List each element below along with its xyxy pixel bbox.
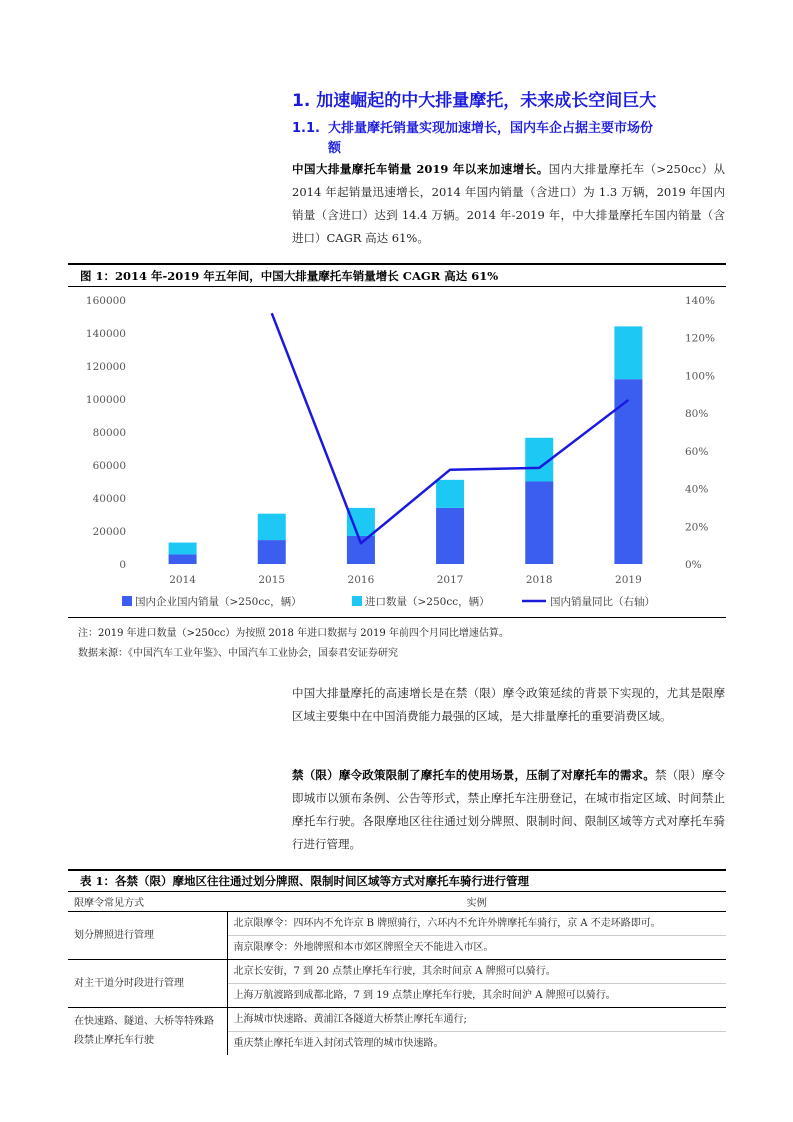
x-tick-label: 2017 [436, 574, 464, 586]
bar-domestic [436, 508, 464, 564]
figure-title: 图 1：2014 年-2019 年五年间，中国大排量摩托车销量增长 CAGR 高达 61% [68, 263, 726, 287]
bar-import [614, 326, 642, 379]
table-row [68, 911, 726, 935]
bar-import [347, 508, 375, 536]
legend-label-import: 进口数量（>250cc，辆） [365, 596, 490, 608]
bar-domestic [169, 554, 197, 564]
subsection-heading [292, 119, 732, 159]
table-cell-method: 对主干道分时段进行管理 [68, 959, 227, 1007]
y-tick-label: 120000 [85, 361, 126, 373]
paragraph-body: 中国大排量摩托的高速增长是在禁（限）摩令政策延续的背景下实现的，尤其是限摩区域主要集中在中国消费能力最强的区域，是大排量摩托的重要消费区域。 [292, 686, 725, 723]
x-tick-label: 2018 [525, 574, 553, 586]
table-cell-example: 南京限摩令：外地牌照和本市郊区牌照全天不能进入市区。 [227, 935, 726, 959]
table-title: 表 1：各禁（限）摩地区往往通过划分牌照、限制时间区域等方式对摩托车骑行进行管理 [68, 869, 726, 892]
legend-swatch-domestic [122, 596, 132, 606]
subsection-title-line2: 额 [328, 141, 342, 156]
figure-source: 数据来源：《中国汽车工业年鉴》、中国汽车工业协会，国泰君安证券研究 [78, 648, 398, 659]
table-cell-example: 重庆禁止摩托车进入封闭式管理的城市快速路。 [233, 1037, 444, 1049]
legend-label-domestic: 国内企业国内销量（>250cc，辆） [135, 596, 302, 608]
chart-legend [122, 595, 655, 608]
bar-domestic [525, 482, 553, 565]
subsection-title-line1: 大排量摩托销量实现加速增长，国内车企占据主要市场份 [328, 121, 654, 136]
table-cell-example: 上海万航渡路到成都北路，7 到 19 点禁止摩托车行驶，其余时间沪 A 牌照可以骑行。 [227, 983, 726, 1007]
sales-chart [68, 288, 726, 616]
x-tick-label: 2016 [347, 574, 375, 586]
y-tick-label: 80000 [92, 427, 126, 439]
y2-tick-label: 0% [685, 559, 702, 571]
section-heading: 1. 加速崛起的中大排量摩托，未来成长空间巨大 [292, 91, 657, 111]
table-header-row [68, 892, 726, 911]
y2-tick-label: 80% [685, 408, 709, 421]
table-cell-method: 在快速路、隧道、大桥等特殊路段禁止摩托车行驶 [68, 1007, 227, 1055]
legend-swatch-import [352, 596, 362, 606]
y-tick-label: 0 [119, 559, 126, 571]
bar-domestic [258, 540, 286, 564]
table-cell-example: 北京长安街，7 到 20 点禁止摩托车行驶，其余时间京 A 牌照可以骑行。 [227, 959, 726, 983]
table-cell-method: 划分牌照进行管理 [68, 911, 227, 959]
y-tick-label: 100000 [85, 394, 126, 406]
paragraph-policy-background [292, 682, 725, 728]
paragraph-lead: 禁（限）摩令政策限制了摩托车的使用场景，压制了对摩托车的需求。 [292, 768, 655, 782]
restriction-table [68, 892, 726, 1055]
x-tick-label: 2014 [169, 574, 196, 586]
figure-divider [68, 617, 726, 618]
y-tick-label: 60000 [92, 460, 126, 472]
y2-tick-label: 100% [685, 370, 716, 383]
y2-tick-label: 60% [685, 445, 709, 458]
y-tick-label: 140000 [85, 328, 126, 340]
paragraph-policy-restriction [292, 764, 725, 856]
y-tick-label: 20000 [92, 526, 126, 538]
table-row [68, 959, 726, 983]
paragraph-body: 国内大排量摩托车（>250cc）从 2014 年起销量迅速增长，2014 年国内销量（含进口）为 1.3 万辆，2019 年国内销量（含进口）达到 14.4 万辆。2014 年-2019 年，中大排量摩托车国内销量（含进口）CAGR 高达 61%。 [292, 162, 725, 245]
paragraph-sales-growth [292, 158, 725, 250]
x-tick-label: 2015 [258, 574, 286, 586]
subsection-number: 1.1. [292, 121, 320, 136]
paragraph-lead: 中国大排量摩托车销量 2019 年以来加速增长。 [292, 162, 549, 176]
table-cell-example: 上海城市快速路、黄浦江各隧道大桥禁止摩托车通行; [227, 1007, 726, 1031]
y-tick-label: 40000 [92, 493, 126, 505]
x-tick-label: 2019 [615, 574, 642, 586]
bar-import [258, 514, 286, 540]
bar-import [436, 480, 464, 508]
bar-import [169, 543, 197, 555]
table-row [68, 1007, 726, 1031]
legend-label-yoy: 国内销量同比（右轴） [550, 596, 655, 608]
figure-note: 注：2019 年进口数量（>250cc）为按照 2018 年进口数据与 2019 年前四个月同比增速估算。 [78, 628, 509, 639]
y2-tick-label: 20% [685, 521, 709, 534]
y2-tick-label: 140% [685, 295, 716, 307]
y-tick-label: 160000 [85, 295, 126, 307]
y2-tick-label: 120% [685, 332, 716, 345]
y2-tick-label: 40% [685, 483, 709, 496]
paragraph-body: 禁（限）摩令即城市以颁布条例、公告等形式，禁止摩托车注册登记，在城市指定区域、时间禁止摩托车行驶。各限摩地区往往通过划分牌照、限制时间、限制区域等方式对摩托车骑行进行管理。 [292, 768, 726, 851]
table-cell-example: 北京限摩令：四环内不允许京 B 牌照骑行，六环内不允许外牌摩托车骑行，京 A 不走环路即可。 [227, 911, 726, 935]
table-header-method: 限摩令常见方式 [68, 892, 227, 911]
table-header-examples: 实例 [227, 892, 726, 911]
